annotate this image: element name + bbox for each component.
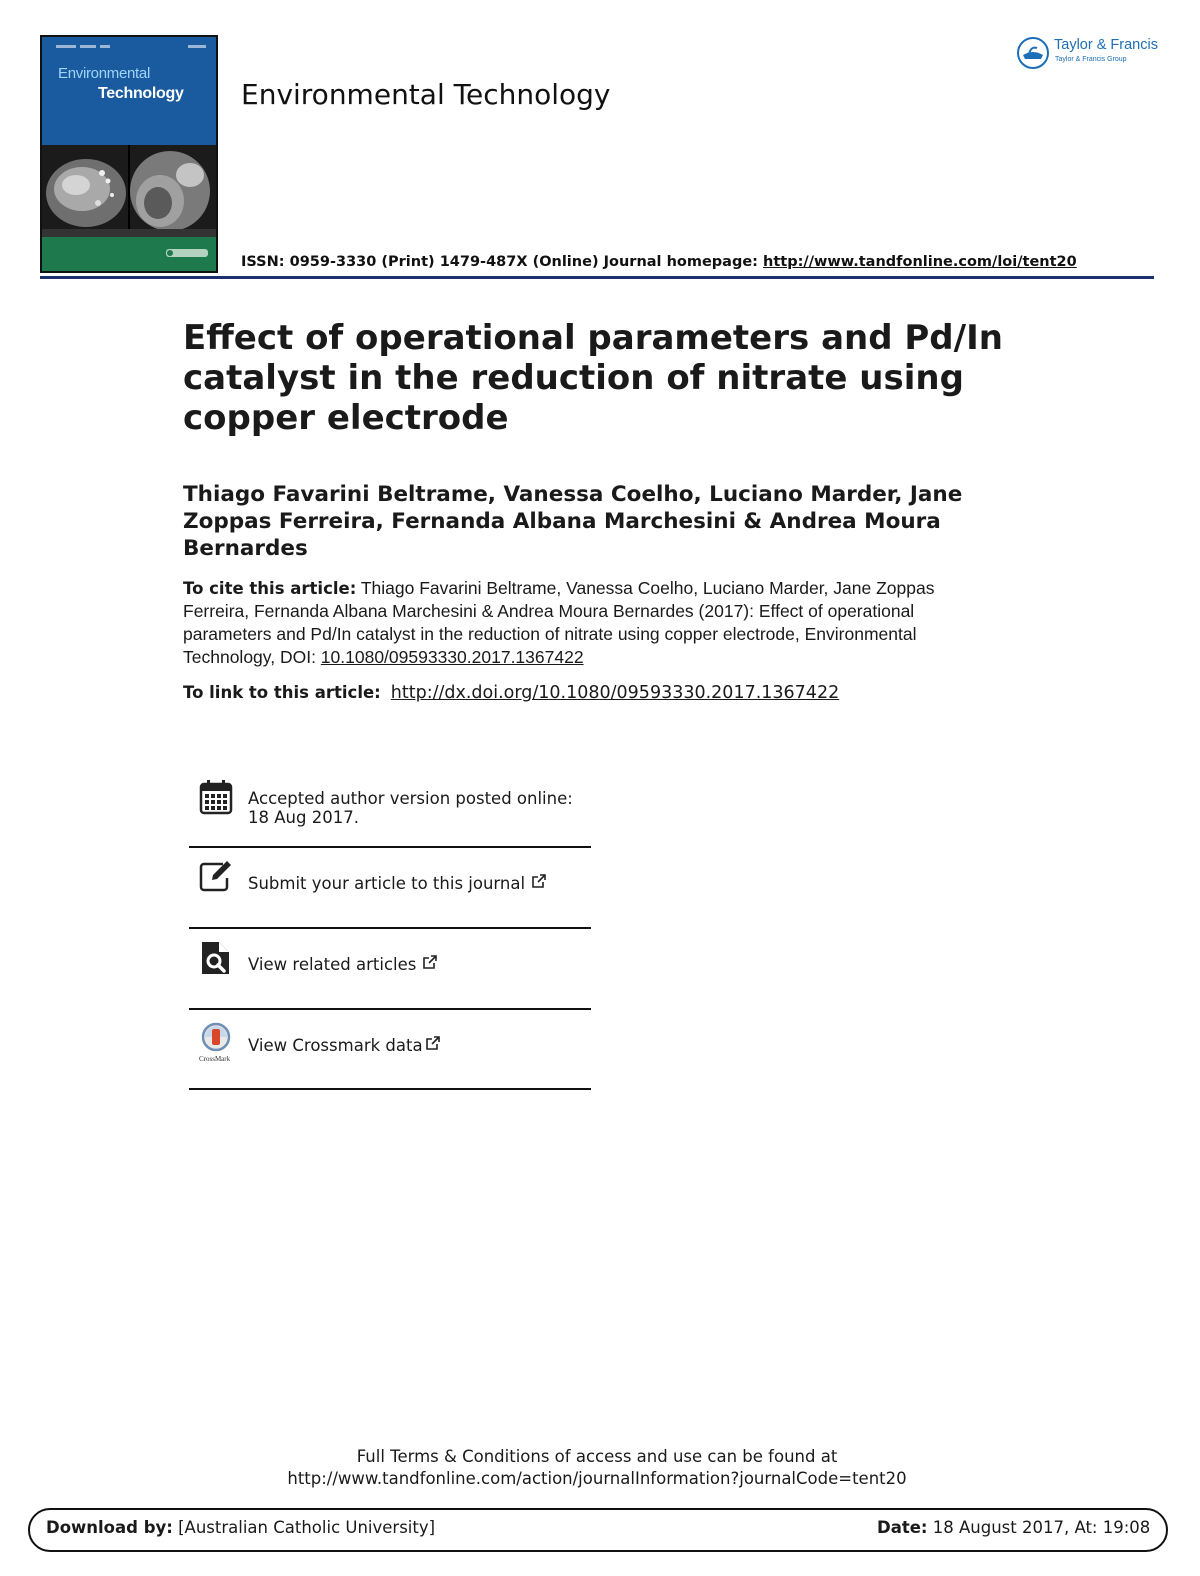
article-doi-link[interactable]: http://dx.doi.org/10.1080/09593330.2017.1367422	[390, 683, 840, 703]
download-by-value: [Australian Catholic University]	[172, 1518, 436, 1537]
external-link-icon	[531, 873, 547, 889]
external-link-icon	[422, 954, 438, 970]
submit-article-link[interactable]: Submit your article to this journal	[248, 874, 526, 893]
external-link-icon	[425, 1035, 441, 1051]
edit-icon	[199, 858, 233, 894]
cite-doi-link[interactable]: 10.1080/09593330.2017.1367422	[320, 647, 584, 667]
cover-top-strip	[42, 37, 216, 55]
crossmark-icon	[199, 1022, 233, 1058]
journal-cover	[40, 35, 218, 273]
cover-title-line2: Technology	[98, 85, 184, 102]
terms-line-1: Full Terms & Conditions of access and use can be found at	[356, 1447, 838, 1466]
publisher-subtitle: Taylor & Francis Group	[1055, 56, 1127, 63]
download-by-label: Download by:	[46, 1518, 173, 1537]
article-title: Effect of operational parameters and Pd/In catalyst in the reduction of nitrate using copper electrode	[183, 318, 1003, 438]
download-date	[877, 1518, 1150, 1537]
publisher-name: Taylor & Francis	[1054, 37, 1158, 53]
header-rule	[40, 276, 1154, 279]
sidebar-item-crossmark[interactable]	[189, 1010, 591, 1090]
journal-title: Environmental Technology	[241, 78, 611, 111]
issn-line	[241, 254, 1077, 270]
cover-micrograph-image	[42, 145, 216, 237]
cite-text: Thiago Favarini Beltrame, Vanessa Coelho, Luciano Marder, Jane Zoppas Ferreira, Fernanda Albana Marchesini & Andrea Moura Bernardes (2017): Effect of operational parameters and Pd/In catalyst in the reduction of nitrate using copper electrode, Environmental Technology, DOI:	[183, 578, 935, 667]
terms-url[interactable]: http://www.tandfonline.com/action/journalInformation?journalCode=tent20	[287, 1469, 907, 1488]
download-date-value: 18 August 2017, At: 19:08	[927, 1518, 1151, 1537]
terms-notice	[0, 1446, 1194, 1490]
link-label: To link to this article:	[183, 683, 381, 702]
citation-block	[183, 577, 983, 669]
journal-homepage-link[interactable]: http://www.tandfonline.com/loi/tent20	[763, 254, 1077, 270]
sidebar-item-related[interactable]	[189, 929, 591, 1010]
issn-text: ISSN: 0959-3330 (Print) 1479-487X (Online) Journal homepage:	[241, 254, 764, 270]
crossmark-badge-text: CrossMark	[199, 1055, 231, 1063]
sidebar-item-accepted	[189, 768, 591, 848]
sidebar-item-submit[interactable]	[189, 848, 591, 929]
cover-title-line1: Environmental	[58, 65, 150, 82]
cover-bottom-band	[42, 237, 216, 271]
article-authors: Thiago Favarini Beltrame, Vanessa Coelho, Luciano Marder, Jane Zoppas Ferreira, Fernanda Albana Marchesini & Andrea Moura Bernardes	[183, 482, 963, 561]
document-search-icon	[199, 940, 233, 976]
related-articles-link[interactable]: View related articles	[248, 955, 417, 974]
article-link-line	[183, 683, 839, 703]
cite-label: To cite this article:	[183, 579, 357, 598]
download-date-label: Date:	[877, 1518, 928, 1537]
download-by	[46, 1518, 435, 1537]
accepted-date-text: Accepted author version posted online: 18 Aug 2017.	[248, 789, 573, 827]
crossmark-data-link[interactable]: View Crossmark data	[248, 1036, 423, 1055]
calendar-icon	[199, 779, 233, 815]
